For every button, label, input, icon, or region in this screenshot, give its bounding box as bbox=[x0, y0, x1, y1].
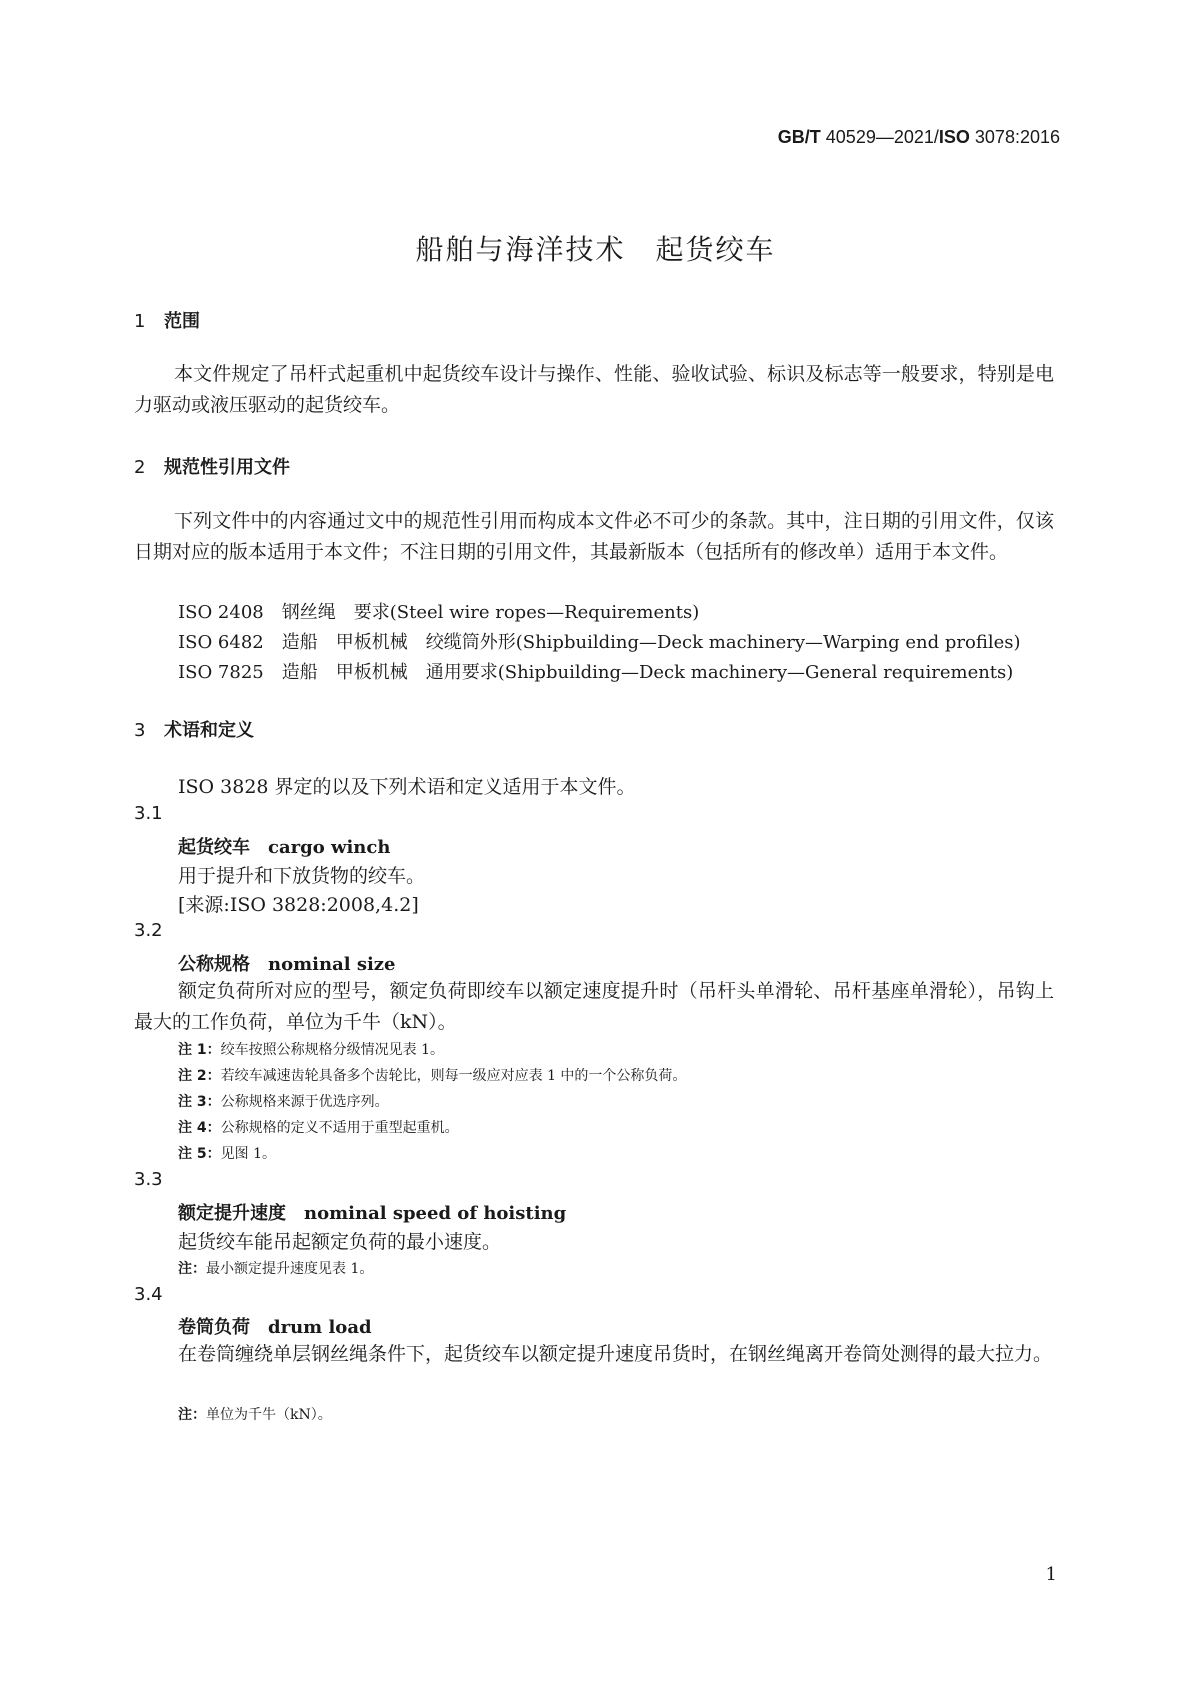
term-note: 注：单位为千牛（kN）。 bbox=[178, 1407, 332, 1423]
term-heading: 额定提升速度 nominal speed of hoisting bbox=[178, 1203, 567, 1224]
term-definition: 额定负荷所对应的型号，额定负荷即绞车以额定速度提升时（吊杆头单滑轮、吊杆基座单滑轮），吊钩上最大的工作负荷，单位为千牛（kN）。 bbox=[134, 980, 1054, 1033]
term-note: 注 5：见图 1。 bbox=[178, 1146, 276, 1162]
normative-reference: ISO 7825 造船 甲板机械 通用要求(Shipbuilding—Deck machinery—General requirements) bbox=[178, 662, 1014, 683]
section-2-paragraph: 下列文件中的内容通过文中的规范性引用而构成本文件必不可少的条款。其中，注日期的引用文件，仅该日期对应的版本适用于本文件；不注日期的引用文件，其最新版本（包括所有的修改单）适用于本文件。 bbox=[134, 510, 1054, 563]
term-number: 3.1 bbox=[134, 803, 163, 824]
page-number: 1 bbox=[1045, 1564, 1057, 1585]
section-3-intro: ISO 3828 界定的以及下列术语和定义适用于本文件。 bbox=[178, 776, 636, 798]
section-1-heading: 1 范围 bbox=[134, 311, 200, 332]
section-3-heading: 3 术语和定义 bbox=[134, 720, 254, 741]
term-note: 注 4：公称规格的定义不适用于重型起重机。 bbox=[178, 1120, 459, 1136]
normative-reference: ISO 6482 造船 甲板机械 绞缆筒外形(Shipbuilding—Deck machinery—Warping end profiles) bbox=[178, 632, 1021, 653]
term-heading: 公称规格 nominal size bbox=[178, 954, 396, 975]
term-heading: 起货绞车 cargo winch bbox=[178, 837, 391, 858]
term-definition: 用于提升和下放货物的绞车。 bbox=[178, 865, 426, 887]
term-note: 注 1：绞车按照公称规格分级情况见表 1。 bbox=[178, 1042, 444, 1058]
term-number: 3.3 bbox=[134, 1169, 163, 1190]
term-note: 注：最小额定提升速度见表 1。 bbox=[178, 1261, 374, 1277]
term-note: 注 2：若绞车减速齿轮具备多个齿轮比，则每一级应对应表 1 中的一个公称负荷。 bbox=[178, 1068, 687, 1084]
term-note: 注 3：公称规格来源于优选序列。 bbox=[178, 1094, 389, 1110]
term-source: [来源:ISO 3828:2008,4.2] bbox=[178, 894, 419, 916]
term-heading: 卷筒负荷 drum load bbox=[178, 1317, 372, 1338]
standard-number: GB/T 40529—2021/ISO 3078:2016 bbox=[777, 127, 1060, 147]
section-2-heading: 2 规范性引用文件 bbox=[134, 457, 290, 478]
term-number: 3.4 bbox=[134, 1284, 163, 1305]
term-definition: 起货绞车能吊起额定负荷的最小速度。 bbox=[178, 1231, 502, 1253]
term-number: 3.2 bbox=[134, 920, 163, 941]
document-title: 船舶与海洋技术 起货绞车 bbox=[415, 233, 776, 266]
term-definition: 在卷筒缠绕单层钢丝绳条件下，起货绞车以额定提升速度吊货时，在钢丝绳离开卷筒处测得的最大拉力。 bbox=[178, 1343, 1053, 1365]
section-1-paragraph: 本文件规定了吊杆式起重机中起货绞车设计与操作、性能、验收试验、标识及标志等一般要求，特别是电力驱动或液压驱动的起货绞车。 bbox=[134, 363, 1054, 416]
normative-reference: ISO 2408 钢丝绳 要求(Steel wire ropes—Requirements) bbox=[178, 602, 700, 623]
